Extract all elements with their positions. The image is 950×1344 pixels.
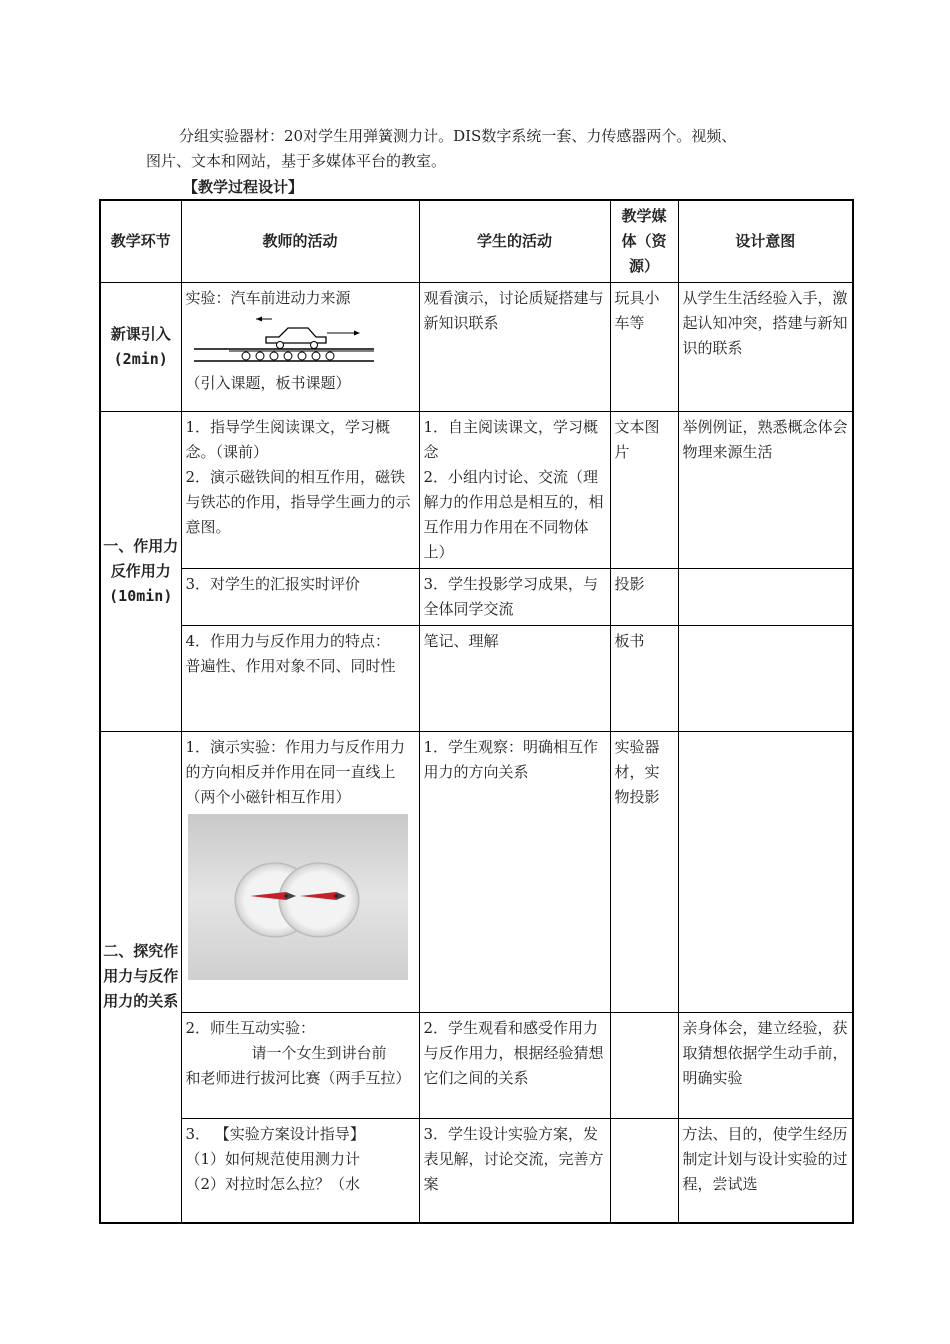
teaching-process-table: [99, 199, 854, 1224]
design-intent: 举例例证，熟悉概念体会物理来源生活: [678, 412, 853, 569]
header-intent: 设计意图: [678, 200, 853, 283]
design-intent: [678, 569, 853, 626]
teacher-activity-item: 2．演示磁铁间的相互作用，磁铁与铁芯的作用，指导学生画力的示意图。: [185, 468, 411, 536]
teacher-activity: [181, 412, 419, 569]
design-intent: 从学生生活经验入手，激起认知冲突，搭建与新知识的联系: [678, 283, 853, 412]
teacher-activity-item: 和老师进行拔河比赛（两手互拉）: [185, 1069, 411, 1087]
stage-explore-relation: 二、探究作用力与反作用力的关系: [100, 732, 181, 1223]
header-student: 学生的活动: [419, 200, 610, 283]
magnetic-needles-photo: [188, 814, 408, 980]
student-activity: [419, 412, 610, 569]
teaching-media: 板书: [610, 626, 678, 732]
header-teacher: 教师的活动: [181, 200, 419, 283]
teacher-activity-item: 3． 【实验方案设计指导】: [185, 1125, 365, 1143]
table-row: [100, 1013, 853, 1119]
student-activity: 1．学生观察：明确相互作用力的方向关系: [419, 732, 610, 1013]
intro-line-1: 分组实验器材：20对学生用弹簧测力计。DIS数字系统一套、力传感器两个。视频、: [179, 127, 737, 145]
intro-line-2: 图片、文本和网站，基于多媒体平台的教室。: [146, 152, 447, 170]
teacher-activity: [181, 283, 419, 412]
teaching-media: 文本图片: [610, 412, 678, 569]
teaching-media: 实验器材，实物投影: [610, 732, 678, 1013]
teacher-activity-item: 1．演示实验：作用力与反作用力的方向相反并作用在同一直线上（两个小磁针相互作用）: [185, 738, 406, 806]
teacher-activity: 3．对学生的汇报实时评价: [181, 569, 419, 626]
design-intent: 方法、目的，使学生经历制定计划与设计实验的过程，尝试选: [678, 1119, 853, 1223]
student-activity: 2．学生观看和感受作用力与反作用力，根据经验猜想它们之间的关系: [419, 1013, 610, 1119]
student-activity: 笔记、理解: [419, 626, 610, 732]
teacher-activity-item: 2．师生互动实验：: [185, 1019, 316, 1037]
teaching-media: 投影: [610, 569, 678, 626]
stage-action-reaction: 一、作用力反作用力(10min): [100, 412, 181, 732]
teaching-media: 玩具小车等: [610, 283, 678, 412]
design-intent: 亲身体会，建立经验，获取猜想依据学生动手前，明确实验: [678, 1013, 853, 1119]
table-row: [100, 626, 853, 732]
teacher-activity: [181, 1013, 419, 1119]
teacher-activity-item: 请一个女生到讲台前: [251, 1044, 387, 1062]
student-activity-item: 2．小组内讨论、交流（理解力的作用总是相互的，相互作用力作用在不同物体上）: [423, 468, 604, 561]
student-activity: 3．学生设计实验方案，发表见解，讨论交流，完善方案: [419, 1119, 610, 1223]
table-row: [100, 412, 853, 569]
table-row: [100, 569, 853, 626]
design-intent: [678, 732, 853, 1013]
teacher-activity-item: （2）对拉时怎么拉？（水: [185, 1175, 361, 1193]
header-stage: 教学环节: [100, 200, 181, 283]
teacher-activity-item: 普遍性、作用对象不同、同时性: [185, 657, 396, 675]
teacher-activity-caption: （引入课题，板书课题）: [185, 374, 351, 392]
design-intent: [678, 626, 853, 732]
table-row: [100, 1119, 853, 1223]
teacher-activity-item: 4．作用力与反作用力的特点：: [185, 632, 391, 650]
student-activity: 观看演示，讨论质疑搭建与新知识联系: [419, 283, 610, 412]
teaching-media: [610, 1119, 678, 1223]
section-heading: 【教学过程设计】: [183, 178, 304, 196]
teacher-activity: [181, 732, 419, 1013]
header-media: 教学媒体（资源）: [610, 200, 678, 283]
stage-intro: 新课引入(2min): [100, 283, 181, 412]
intro-paragraph: [146, 124, 816, 174]
student-activity-item: 1．自主阅读课文，学习概念: [423, 418, 599, 461]
teacher-activity-title: 实验：汽车前进动力来源: [185, 289, 351, 307]
teacher-activity-item: 1．指导学生阅读课文，学习概念。（课前）: [185, 418, 391, 461]
table-row: [100, 283, 853, 412]
table-header-row: [100, 200, 853, 283]
teaching-media: [610, 1013, 678, 1119]
table-row: [100, 732, 853, 1013]
teacher-activity: [181, 626, 419, 732]
teacher-activity: [181, 1119, 419, 1223]
toy-car-diagram: [194, 315, 374, 365]
teacher-activity-item: （1）如何规范使用测力计: [185, 1150, 361, 1168]
student-activity: 3．学生投影学习成果，与全体同学交流: [419, 569, 610, 626]
